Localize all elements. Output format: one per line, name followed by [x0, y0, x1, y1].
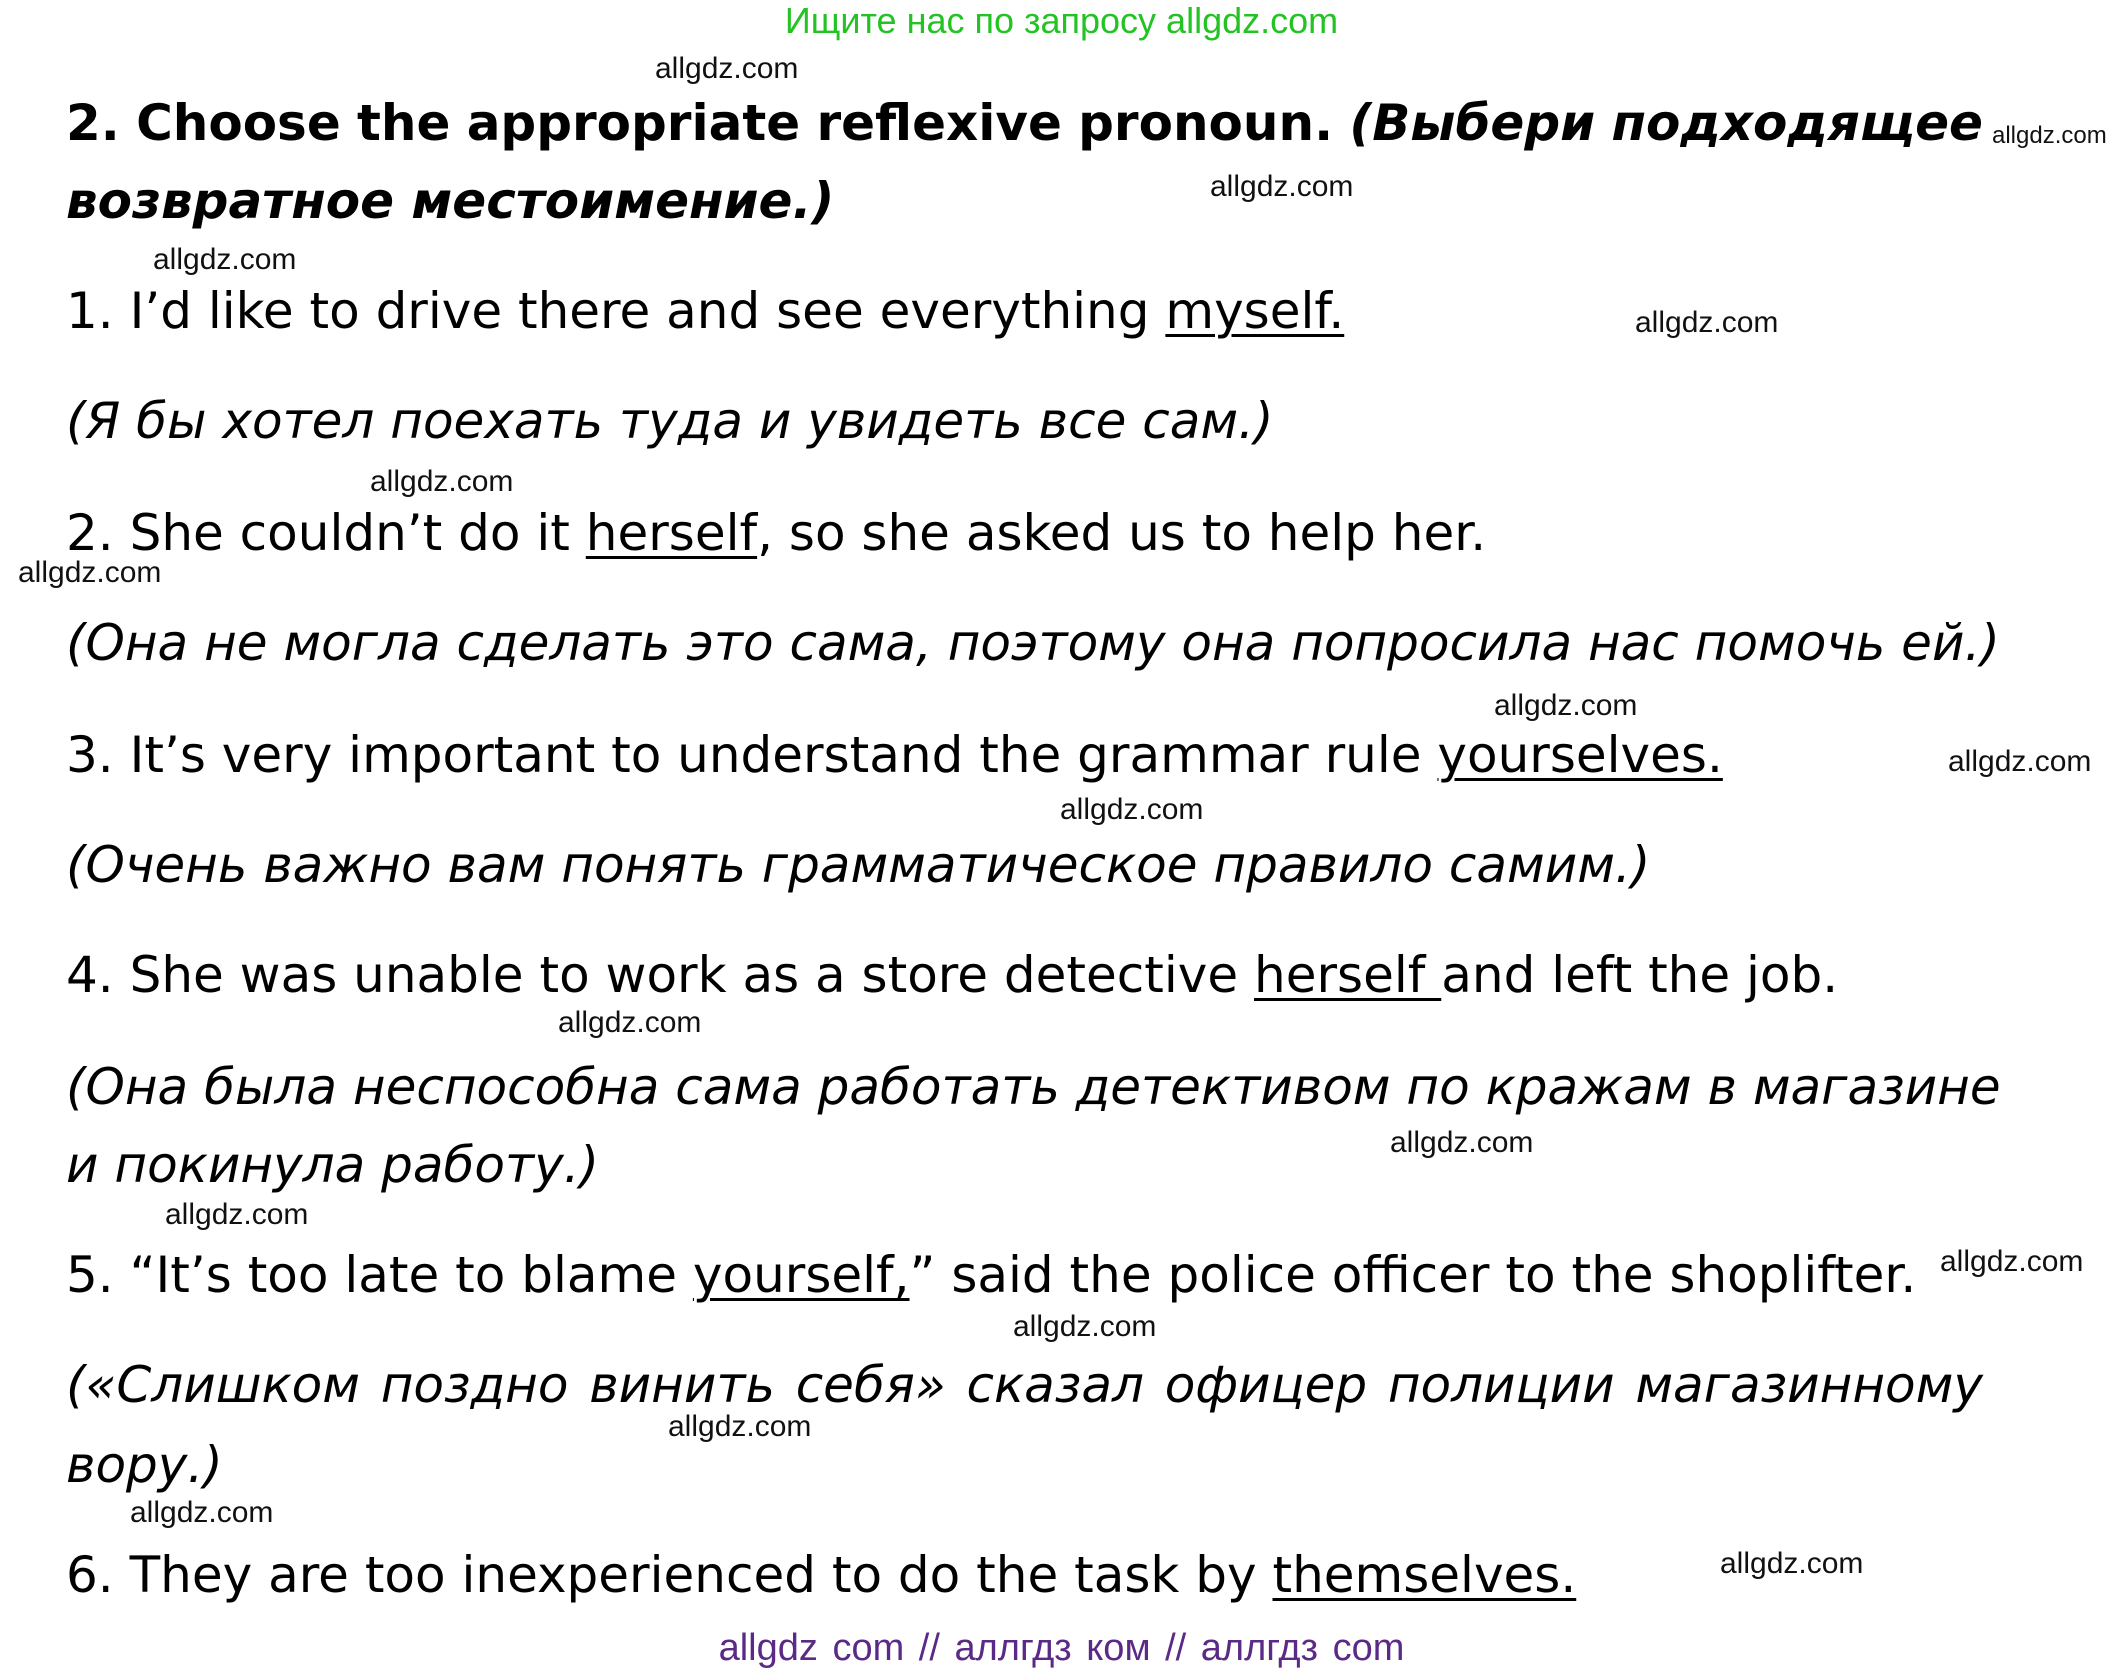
watermark: allgdz.com — [1940, 1245, 2084, 1278]
heading-word: Choose — [136, 94, 341, 152]
answer-4: herself — [1254, 946, 1442, 1004]
watermark: allgdz.com — [1948, 745, 2092, 778]
watermark: allgdz.com — [655, 52, 799, 85]
sentence-6: 6. They are too inexperienced to do the task by themselves. — [66, 1546, 1577, 1604]
translation-4-line2: и покинула работу.) — [66, 1136, 600, 1194]
heading-word: the — [357, 94, 451, 152]
sentence-2: 2. She couldn’t do it herself, so she asked us to help her. — [66, 504, 1487, 562]
exercise-heading-line2: возвратное местоимение.) — [66, 172, 835, 230]
heading-word: reflexive — [816, 94, 1062, 152]
heading-word: pronoun. — [1078, 94, 1334, 152]
answer-5: yourself, — [692, 1246, 910, 1304]
translation-3: (Очень важно вам понять грамматическое правило самим.) — [66, 836, 1651, 894]
translation-5-line2: вору.) — [66, 1436, 223, 1494]
watermark: allgdz.com — [1992, 122, 2107, 149]
watermark: allgdz.com — [1494, 689, 1638, 722]
watermark: allgdz.com — [1060, 793, 1204, 826]
watermark: allgdz.com — [668, 1410, 812, 1443]
translation-1: (Я бы хотел поехать туда и увидеть все сам.) — [66, 392, 1274, 450]
watermark: allgdz.com — [1013, 1310, 1157, 1343]
heading-word: (Выбери — [1349, 94, 1596, 152]
footer-links: allgdz com // аллгдз ком // аллгдз com — [718, 1627, 1405, 1669]
watermark: allgdz.com — [18, 556, 162, 589]
sentence-3: 3. It’s very important to understand the grammar rule yourselves. — [66, 726, 1723, 784]
watermark: allgdz.com — [1635, 306, 1779, 339]
search-banner: Ищите нас по запросу allgdz.com — [784, 0, 1339, 41]
heading-word: подходящее — [1611, 94, 1983, 152]
translation-5: («Слишком поздно винить себя» сказал офицер полиции магазинному — [66, 1356, 1983, 1414]
watermark: allgdz.com — [1390, 1126, 1534, 1159]
watermark: allgdz.com — [130, 1496, 274, 1529]
watermark: allgdz.com — [1210, 170, 1354, 203]
watermark: allgdz.com — [558, 1006, 702, 1039]
watermark: allgdz.com — [165, 1198, 309, 1231]
sentence-4: 4. She was unable to work as a store detective herself and left the job. — [66, 946, 1839, 1004]
watermark: allgdz.com — [153, 243, 297, 276]
answer-1: myself. — [1165, 282, 1345, 340]
sentence-1: 1. I’d like to drive there and see everything myself. — [66, 282, 1345, 340]
watermark: allgdz.com — [1720, 1547, 1864, 1580]
watermark: allgdz.com — [370, 465, 514, 498]
heading-word: appropriate — [466, 94, 801, 152]
answer-3: yourselves. — [1437, 726, 1723, 784]
answer-6: themselves. — [1272, 1546, 1577, 1604]
translation-4: (Она была неспособна сама работать детективом по кражам в магазине — [66, 1058, 2001, 1116]
exercise-heading — [66, 94, 1983, 152]
sentence-5: 5. “It’s too late to blame yourself,” said the police officer to the shoplifter. — [66, 1246, 1917, 1304]
heading-word: 2. — [66, 94, 120, 152]
translation-2: (Она не могла сделать это сама, поэтому она попросила нас помочь ей.) — [66, 614, 2000, 672]
answer-2: herself — [585, 504, 758, 562]
